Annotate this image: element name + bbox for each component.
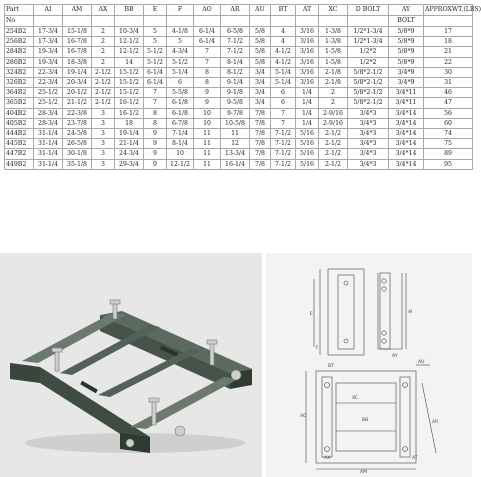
table-cell: 12 [221, 139, 250, 149]
table-cell: 5 [144, 27, 167, 37]
table-row [5, 88, 473, 98]
table-cell: 21 [424, 47, 473, 57]
column-header: AI [34, 5, 63, 16]
table-cell: 3/4*14 [389, 139, 424, 149]
table-cell: 8 [194, 78, 221, 88]
column-subheader [319, 16, 348, 27]
table-cell: 10 [194, 108, 221, 118]
table-cell: 5 [144, 37, 167, 47]
table-cell: 5 [167, 37, 194, 47]
table-cell: 4 [271, 37, 296, 47]
subheader-row [5, 16, 473, 27]
part-number-cell: 326B2 [5, 78, 34, 88]
dimension-drawing [266, 253, 472, 477]
table-cell: 16-1/4 [221, 159, 250, 169]
label-ao: AO [300, 414, 307, 419]
table-cell: 5-1/4 [167, 67, 194, 77]
column-header: AX [92, 5, 115, 16]
table-cell: 3/4*3 [348, 129, 389, 139]
table-cell: 9-5/8 [221, 98, 250, 108]
table-cell: 5/16 [296, 159, 319, 169]
table-cell: 19-1/4 [115, 129, 144, 139]
part-number-cell: 324B2 [5, 67, 34, 77]
table-cell: 3/16 [296, 37, 319, 47]
table-cell: 17 [424, 27, 473, 37]
table-cell: 7/8 [250, 159, 271, 169]
part-number-cell: 364B2 [5, 88, 34, 98]
column-header: AY [389, 5, 424, 16]
table-row [5, 98, 473, 108]
table-cell: 5/8*2-1/2 [348, 98, 389, 108]
column-header: BT [271, 5, 296, 16]
table-cell: 3/16 [296, 67, 319, 77]
table-cell: 2 [319, 88, 348, 98]
table-cell: 5/16 [296, 139, 319, 149]
table-cell: 2 [319, 98, 348, 108]
table-cell: 2-1/8 [319, 67, 348, 77]
table-cell: 5/8*9 [389, 27, 424, 37]
table-cell: 7/8 [250, 149, 271, 159]
table-cell: 28-3/4 [34, 118, 63, 128]
table-cell: 3/16 [296, 27, 319, 37]
table-cell: 5/8 [250, 27, 271, 37]
table-cell: 1/4 [296, 88, 319, 98]
table-cell: 8-1/2 [221, 67, 250, 77]
table-cell: 7/8 [250, 129, 271, 139]
part-number-cell: 447B2 [5, 149, 34, 159]
table-cell: 18-3/8 [63, 57, 92, 67]
table-cell: 8 [144, 118, 167, 128]
label-ax: AX [324, 456, 331, 461]
column-header: AU [250, 5, 271, 16]
table-cell: 10 [194, 118, 221, 128]
table-cell: 18 [424, 37, 473, 47]
table-cell: 9 [144, 159, 167, 169]
table-cell: 1/2*1-3/4 [348, 27, 389, 37]
table-cell: 11 [194, 129, 221, 139]
table-cell: 2-1/2 [92, 78, 115, 88]
table-cell: 24-5/8 [63, 129, 92, 139]
part-number-cell: 284B2 [5, 47, 34, 57]
table-cell: 7-1/2 [271, 149, 296, 159]
table-cell: 20-3/4 [63, 78, 92, 88]
table-cell: 11 [194, 139, 221, 149]
table-cell: 25-1/2 [34, 98, 63, 108]
table-cell: 29-3/4 [115, 159, 144, 169]
column-header: F [167, 5, 194, 16]
table-row [5, 78, 473, 88]
table-cell: 5-1/4 [271, 67, 296, 77]
table-cell: 3 [92, 108, 115, 118]
table-cell: 7-1/2 [221, 47, 250, 57]
table-cell: 2 [92, 47, 115, 57]
table-cell: 4-1/2 [271, 47, 296, 57]
table-cell: 1/4 [296, 118, 319, 128]
table-cell: 1/2*1-3/4 [348, 37, 389, 47]
table-cell: 3 [92, 149, 115, 159]
column-subheader [348, 16, 389, 27]
table-cell: 9-7/8 [221, 108, 250, 118]
table-cell: 12-1/2 [167, 159, 194, 169]
side-view-plate [328, 269, 364, 355]
table-cell: 5/8 [250, 47, 271, 57]
table-cell: 46 [424, 88, 473, 98]
column-subheader [115, 16, 144, 27]
column-header: D BOLT [348, 5, 389, 16]
table-cell: 5-1/2 [144, 47, 167, 57]
table-cell: 24-3/4 [115, 149, 144, 159]
table-row [5, 118, 473, 128]
table-cell: 3/4*3 [348, 108, 389, 118]
table-cell: 3 [92, 118, 115, 128]
table-cell: 4-1/8 [167, 27, 194, 37]
table-cell: 12-1/2 [115, 47, 144, 57]
table-cell: 3/4 [250, 98, 271, 108]
table-cell: 6 [271, 88, 296, 98]
table-cell: 7 [271, 108, 296, 118]
table-cell: 5/8*2-1/2 [348, 78, 389, 88]
table-cell: 28-3/4 [34, 108, 63, 118]
table-cell: 5/16 [296, 129, 319, 139]
table-cell: 3/16 [296, 78, 319, 88]
label-am: AM [360, 470, 367, 475]
column-subheader [63, 16, 92, 27]
table-cell: 7 [144, 88, 167, 98]
table-cell: 3/4*3 [348, 149, 389, 159]
table-cell: 9 [144, 149, 167, 159]
column-subheader: BOLT [389, 16, 424, 27]
table-cell: 5/16 [296, 149, 319, 159]
table-cell: 19-3/4 [34, 47, 63, 57]
table-cell: 4 [271, 27, 296, 37]
table-body [5, 27, 473, 170]
table-cell: 2-1/2 [319, 139, 348, 149]
table-cell: 6-5/8 [221, 27, 250, 37]
table-cell: 3/16 [296, 47, 319, 57]
spec-table [4, 4, 481, 170]
table-cell: 6-1/8 [167, 108, 194, 118]
column-header: AT [296, 5, 319, 16]
label-ay: AY [392, 354, 398, 359]
table-cell: 4-3/4 [167, 47, 194, 57]
table-cell: 3/4*11 [389, 98, 424, 108]
table-cell: 5/8 [250, 37, 271, 47]
table-cell: 1/2*2 [348, 57, 389, 67]
table-row [5, 108, 473, 118]
table-cell: 8 [194, 67, 221, 77]
table-cell: 75 [424, 139, 473, 149]
table-cell: 16-1/2 [115, 98, 144, 108]
table-cell: 3/4 [250, 67, 271, 77]
table-cell: 3/4*14 [389, 129, 424, 139]
label-at: AT [412, 456, 418, 461]
table-cell: 7-1/2 [221, 37, 250, 47]
table-cell: 16-7/8 [63, 37, 92, 47]
table-cell: 6-7/8 [167, 118, 194, 128]
table-cell: 7 [194, 47, 221, 57]
table-cell: 1-3/8 [319, 27, 348, 37]
table-cell: 3/16 [296, 57, 319, 67]
table-cell: 19-3/4 [34, 57, 63, 67]
table-cell: 3/4*14 [389, 159, 424, 169]
table-cell: 3/4*14 [389, 108, 424, 118]
column-subheader [250, 16, 271, 27]
table-cell: 3/4*9 [389, 67, 424, 77]
table-cell: 11 [221, 129, 250, 139]
table-cell: 26-5/8 [63, 139, 92, 149]
table-cell: 20-1/2 [63, 88, 92, 98]
table-cell: 2 [92, 27, 115, 37]
table-cell: 9-1/8 [221, 88, 250, 98]
table-cell: 21-1/2 [63, 98, 92, 108]
part-number-cell: 365B2 [5, 98, 34, 108]
table-cell: 10-5/8 [221, 118, 250, 128]
table-cell: 6 [167, 78, 194, 88]
table-cell: 4-1/2 [271, 57, 296, 67]
table-cell: 2-9/16 [319, 108, 348, 118]
table-cell: 5/8*9 [389, 57, 424, 67]
column-subheader [221, 16, 250, 27]
column-subheader [271, 16, 296, 27]
table-cell: 22-3/4 [34, 67, 63, 77]
table-cell: 9 [144, 139, 167, 149]
table-cell: 3/4 [250, 78, 271, 88]
table-cell: 16-7/8 [63, 47, 92, 57]
label-bt: BT [328, 364, 334, 369]
table-cell: 6-1/8 [167, 98, 194, 108]
table-cell: 7 [144, 98, 167, 108]
table-row [5, 159, 473, 169]
table-cell: 31-1/4 [34, 159, 63, 169]
table-cell: 2 [92, 37, 115, 47]
table-row [5, 129, 473, 139]
table-cell: 31 [424, 78, 473, 88]
table-cell: 12-1/2 [115, 37, 144, 47]
table-cell: 5-1/4 [271, 78, 296, 88]
table-cell: 95 [424, 159, 473, 169]
table-cell: 2 [92, 57, 115, 67]
technical-drawing [266, 253, 472, 477]
table-cell: 2-1/2 [92, 98, 115, 108]
table-cell: 6-1/4 [194, 37, 221, 47]
table-cell: 2-1/2 [92, 67, 115, 77]
motor-base-photo-image [0, 253, 262, 477]
label-au: AU [418, 360, 425, 365]
table-cell: 3/4*3 [348, 118, 389, 128]
table-cell: 7/8 [250, 139, 271, 149]
table-cell: 14 [115, 57, 144, 67]
plan-view [316, 371, 416, 463]
table-row [5, 37, 473, 47]
table-cell: 15-1/2 [115, 88, 144, 98]
header-row [5, 5, 473, 16]
table-cell: 9 [144, 129, 167, 139]
table-cell: 15-1/2 [115, 67, 144, 77]
table-cell: 60 [424, 118, 473, 128]
table-cell: 22-3/4 [34, 78, 63, 88]
column-header: XC [319, 5, 348, 16]
table-cell: 8 [144, 108, 167, 118]
table-cell: 1-5/8 [319, 57, 348, 67]
table-cell: 11 [194, 149, 221, 159]
table-cell: 7/8 [250, 108, 271, 118]
table-cell: 3/4*3 [348, 159, 389, 169]
table-row [5, 149, 473, 159]
column-header: AO [194, 5, 221, 16]
table-cell: 3/4 [250, 88, 271, 98]
table-cell: 2-1/2 [92, 88, 115, 98]
table-cell: 10 [167, 149, 194, 159]
column-subheader [424, 16, 473, 27]
table-cell: 21-1/4 [115, 139, 144, 149]
part-number-cell: 254B2 [5, 27, 34, 37]
table-cell: 11 [194, 159, 221, 169]
table-cell: 2-1/2 [319, 149, 348, 159]
column-subheader: No [5, 16, 34, 27]
table-cell: 17-3/4 [34, 27, 63, 37]
table-cell: 15-1/8 [63, 27, 92, 37]
table-cell: 5/8*9 [389, 47, 424, 57]
table-cell: 17-3/4 [34, 37, 63, 47]
table-cell: 22-3/8 [63, 108, 92, 118]
column-subheader [34, 16, 63, 27]
table-cell: 22 [424, 57, 473, 67]
table-cell: 23-7/8 [63, 118, 92, 128]
table-cell: 74 [424, 129, 473, 139]
column-subheader [167, 16, 194, 27]
table-cell: 56 [424, 108, 473, 118]
table-row [5, 57, 473, 67]
table-cell: 5/8*9 [389, 37, 424, 47]
table-row [5, 47, 473, 57]
table-cell: 3/4*9 [389, 78, 424, 88]
table-cell: 47 [424, 98, 473, 108]
part-number-cell: 404B2 [5, 108, 34, 118]
table-cell: 1/4 [296, 108, 319, 118]
table-cell: 8-1/4 [167, 139, 194, 149]
table-cell: 15-1/2 [115, 78, 144, 88]
table-cell: 6-1/4 [194, 27, 221, 37]
table-cell: 7-1/4 [167, 129, 194, 139]
label-e: E [310, 312, 313, 317]
table-cell: 18 [115, 118, 144, 128]
part-number-cell: 286B2 [5, 57, 34, 67]
column-subheader [92, 16, 115, 27]
table-cell: 7-1/2 [271, 139, 296, 149]
label-ar: AR [432, 420, 439, 425]
label-xc: XC [352, 396, 358, 401]
table-cell: 7 [271, 118, 296, 128]
table-cell: 3/4*3 [348, 139, 389, 149]
table-row [5, 139, 473, 149]
table-cell: 9 [194, 98, 221, 108]
column-header: BB [115, 5, 144, 16]
table-cell: 6 [271, 98, 296, 108]
column-subheader [296, 16, 319, 27]
table-cell: 7-1/2 [271, 129, 296, 139]
table-cell: 5/8*2-1/2 [348, 88, 389, 98]
table-cell: 1-3/8 [319, 37, 348, 47]
table-cell: 3/4*14 [389, 149, 424, 159]
table-cell: 8-1/4 [221, 57, 250, 67]
table-cell: 25-1/2 [34, 88, 63, 98]
table-cell: 2-1/2 [319, 159, 348, 169]
part-number-cell: 445B2 [5, 139, 34, 149]
table-cell: 3/4*14 [389, 118, 424, 128]
part-number-cell: 256B2 [5, 37, 34, 47]
column-header: E [144, 5, 167, 16]
table-cell: 3/4*11 [389, 88, 424, 98]
table-cell: 31-1/4 [34, 149, 63, 159]
part-number-cell: 444B2 [5, 129, 34, 139]
table-cell: 6-1/4 [144, 78, 167, 88]
table-cell: 30-1/8 [63, 149, 92, 159]
table-cell: 3 [92, 159, 115, 169]
table-cell: 10-3/4 [115, 27, 144, 37]
table-cell: 1/2*2 [348, 47, 389, 57]
table-cell: 2-1/2 [319, 129, 348, 139]
part-number-cell: 405B2 [5, 118, 34, 128]
table-cell: 5-5/8 [167, 88, 194, 98]
table-cell: 7/8 [250, 118, 271, 128]
label-bb: BB [362, 418, 369, 423]
table-cell: 7 [194, 57, 221, 67]
table-cell: 6-1/4 [144, 67, 167, 77]
table-cell: 2-9/16 [319, 118, 348, 128]
table-cell: 5-1/2 [144, 57, 167, 67]
table-cell: 31-1/4 [34, 129, 63, 139]
column-header: AM [63, 5, 92, 16]
label-ai: AI [408, 310, 413, 315]
table-cell: 5/8*2-1/2 [348, 67, 389, 77]
table-cell: 1/4 [296, 98, 319, 108]
table-cell: 5-1/2 [167, 57, 194, 67]
column-header: Part [5, 5, 34, 16]
table-cell: 1-5/8 [319, 47, 348, 57]
column-header: APPROXWT.(LBS) [424, 5, 473, 16]
table-cell: 9-1/4 [221, 78, 250, 88]
column-subheader [144, 16, 167, 27]
table-row [5, 67, 473, 77]
table-cell: 31-1/4 [34, 139, 63, 149]
column-subheader [194, 16, 221, 27]
table-cell: 7-1/2 [271, 159, 296, 169]
table-cell: 30 [424, 67, 473, 77]
part-number-cell: 449B2 [5, 159, 34, 169]
table-cell: 89 [424, 149, 473, 159]
table-cell: 5/8 [250, 57, 271, 67]
table-cell: 19-1/4 [63, 67, 92, 77]
table-cell: 35-1/8 [63, 159, 92, 169]
column-header: AR [221, 5, 250, 16]
table-cell: 3 [92, 129, 115, 139]
table-row [5, 27, 473, 37]
table-cell: 16-1/2 [115, 108, 144, 118]
table-cell: 13-3/4 [221, 149, 250, 159]
label-f: F [316, 346, 319, 351]
product-photo [0, 253, 262, 477]
table-cell: 3 [92, 139, 115, 149]
table-cell: 9 [194, 88, 221, 98]
table-cell: 2-1/8 [319, 78, 348, 88]
